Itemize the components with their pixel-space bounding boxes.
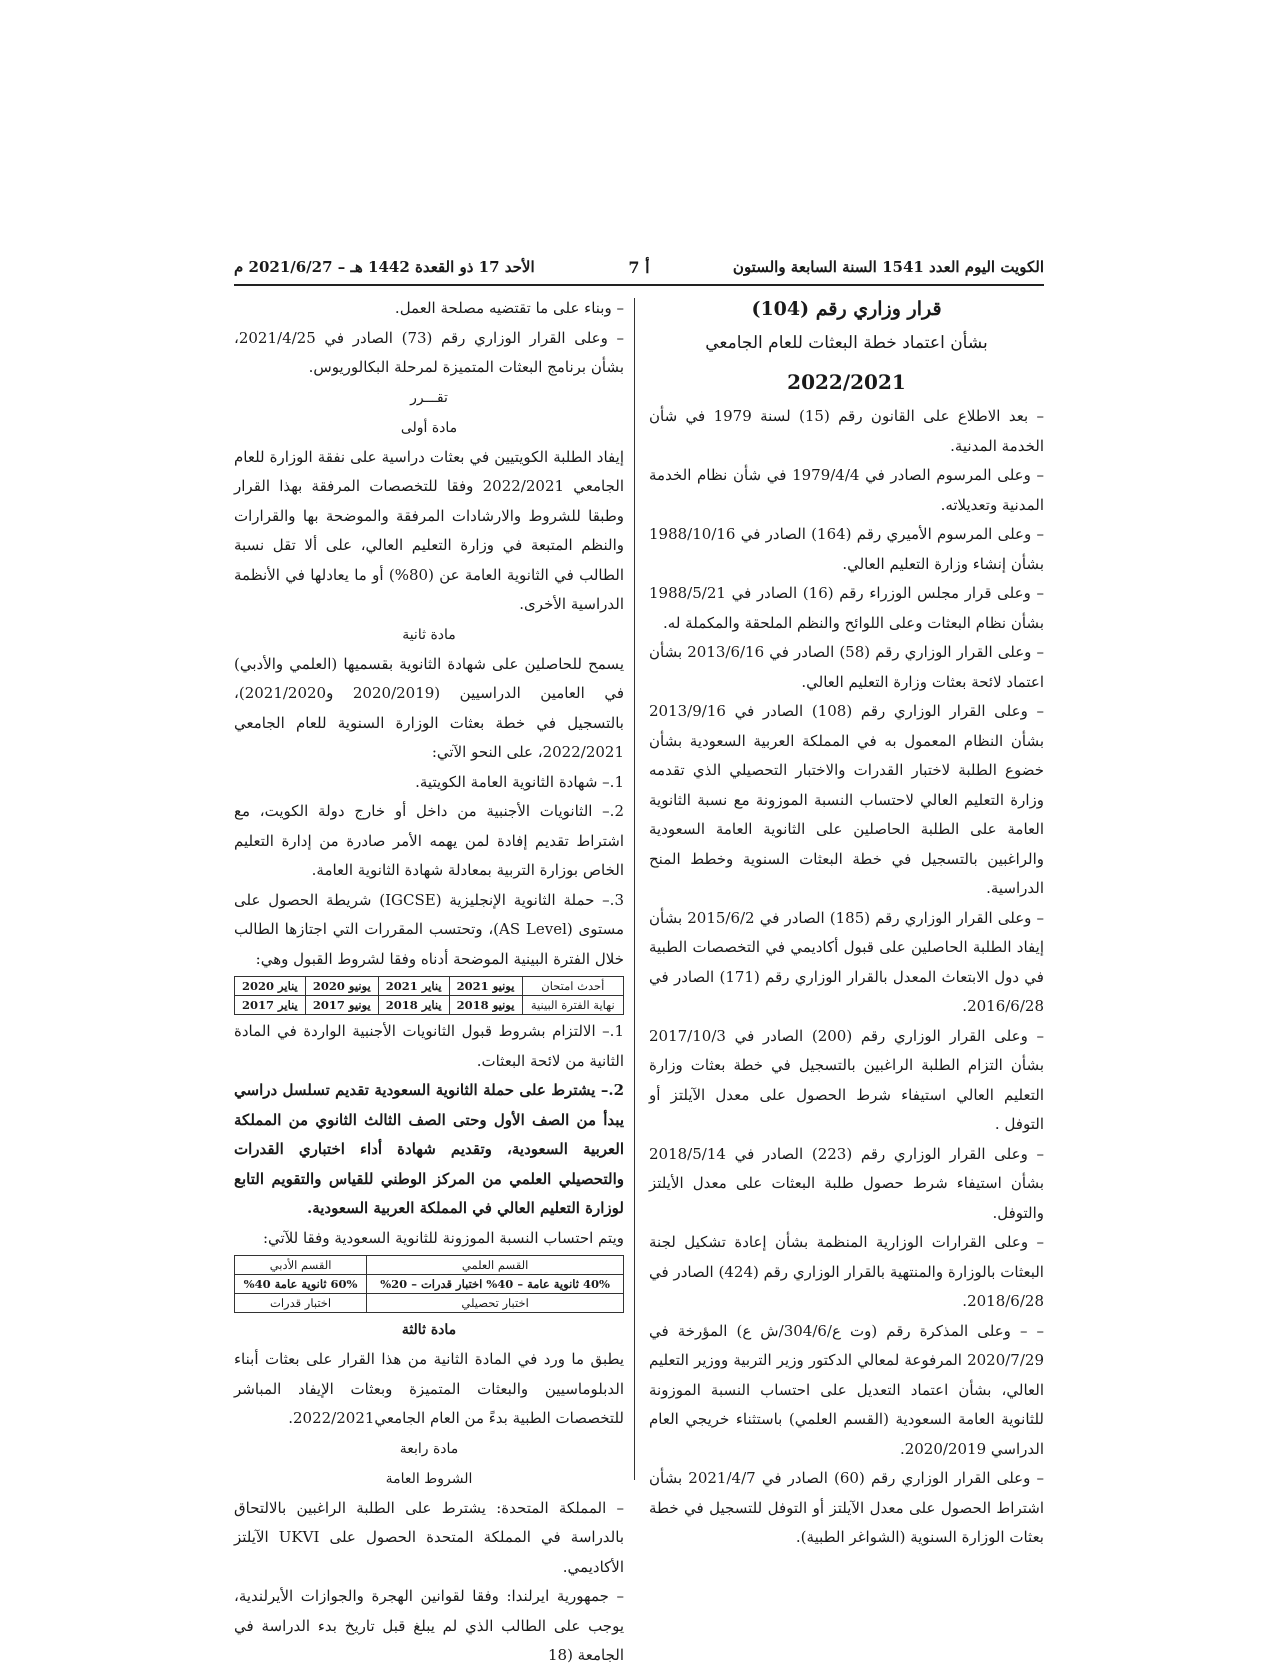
article-3-text: يطبق ما ورد في المادة الثانية من هذا القرار على بعثات أبناء الدبلوماسيين والبعثات المتميزة وبعثات الإيفاد المباشر للتخصصات الطبية بدءً من العام الجامعي2022/2021.: [234, 1350, 624, 1427]
header-page-number: أ 7: [628, 258, 650, 277]
article-2-label: مادة ثانية: [402, 626, 456, 643]
decision-label: تقـــرر: [410, 389, 448, 406]
article-2-item: 3.– حملة الثانوية الإنجليزية (IGCSE) شريطة الحصول على مستوى (AS Level)، وتحتسب المقررات التي اجتازها الطالب خلال الفترة البينية الموضحة أدناه وفقا لشروط القبول وهي:: [234, 890, 624, 968]
article-2-item: 1.– شهادة الثانوية العامة الكويتية.: [415, 772, 624, 791]
article-3-label: مادة ثالثة: [401, 1322, 457, 1338]
header-date: الأحد 17 ذو القعدة 1442 هـ – 2021/6/27 م: [234, 258, 535, 276]
table-cell: نهاية الفترة البينية: [522, 996, 623, 1015]
table-cell: اختبار تحصيلي: [367, 1294, 624, 1313]
recital-paragraph: – وعلى القرار الوزاري رقم (223) الصادر في 2018/5/14 بشأن استيفاء شرط حصول طلبة البعثات على معدل الأيلتز والتوفل.: [649, 1144, 1044, 1222]
table-cell: يناير 2017: [235, 996, 306, 1015]
article-2-item: 2.– الثانويات الأجنبية من داخل أو خارج دولة الكويت، مع اشتراط تقديم إفادة لمن يهمه الأمر صادرة من إدارة التعليم الخاص بوزارة التربية بمعادلة شهادة الثانوية العامة.: [234, 802, 624, 879]
article-1-label: مادة أولى: [400, 419, 458, 436]
column-divider: [634, 298, 635, 1480]
table-cell: يناير 2018: [378, 996, 449, 1015]
decision-subtitle: بشأن اعتماد خطة البعثات للعام الجامعي: [705, 333, 988, 353]
recital-paragraph: – وعلى القرارات الوزارية المنظمة بشأن إعادة تشكيل لجنة البعثات بالوزارة والمنتهية بالقرار الوزاري رقم (424) الصادر في 2018/6/28.: [649, 1233, 1044, 1310]
table-header-row: [235, 1256, 624, 1275]
recital-paragraph: – وعلى القرار الوزاري رقم (73) الصادر في 2021/4/25، بشأن برنامج البعثات المتميزة لمرحلة البكالوريوس.: [234, 328, 624, 376]
recital-paragraph: – وعلى القرار الوزاري رقم (185) الصادر في 2015/6/2 بشأن إيفاد الطلبة الحاصلين على قبول أكاديمي في التخصصات الطبية في دول الابتعاث المعدل بالقرار الوزاري رقم (171) الصادر في 2016/6/28.: [649, 908, 1044, 1015]
table-cell: 40% ثانوية عامة – 40% اختبار قدرات – 20%: [367, 1275, 624, 1294]
decision-year: 2022/2021: [787, 370, 906, 394]
table-cell: يونيو 2018: [449, 996, 522, 1015]
condition-item: – المملكة المتحدة: يشترط على الطلبة الراغبين بالالتحاق بالدراسة في المملكة المتحدة الحصول على UKVI الآيلتز الأكاديمي.: [234, 1498, 625, 1576]
header-gazette-info: الكويت اليوم العدد 1541 السنة السابعة والستون: [732, 258, 1044, 276]
table-row: [235, 1294, 624, 1313]
recital-paragraph: – وبناء على ما تقتضيه مصلحة العمل.: [394, 299, 624, 317]
table-row: [235, 1275, 624, 1294]
table-row: [235, 977, 624, 996]
header-rule: [234, 284, 1044, 286]
table-cell: يونيو 2020: [305, 977, 378, 996]
table-cell: اختبار قدرات: [235, 1294, 367, 1313]
recital-paragraph: – وعلى المرسوم الصادر في 1979/4/4 في شأن نظام الخدمة المدنية وتعديلاته.: [649, 466, 1044, 514]
table-header-cell: القسم الأدبي: [235, 1256, 367, 1275]
table-header-cell: القسم العلمي: [367, 1256, 624, 1275]
recital-paragraph: – وعلى القرار الوزاري رقم (200) الصادر في 2017/10/3 بشأن التزام الطلبة الراغبين بالتسجيل في خطة بعثات وزارة التعليم العالي استيفاء شرط الحصول على معدل الآيلتز أو التوفل .: [649, 1026, 1044, 1133]
table-cell: يونيو 2017: [305, 996, 378, 1015]
table-cell: أحدث امتحان: [522, 977, 623, 996]
recital-paragraph: – بعد الاطلاع على القانون رقم (15) لسنة 1979 في شأن الخدمة المدنية.: [649, 407, 1044, 455]
table-cell: يونيو 2021: [449, 977, 522, 996]
recital-paragraph: – وعلى القرار الوزاري رقم (60) الصادر في 2021/4/7 بشأن اشتراط الحصول على معدل الآيلتز أو التوفل للتسجيل في خطة بعثات الوزارة السنوية (الشواغر الطبية).: [649, 1469, 1044, 1546]
recital-paragraph: – – وعلى المذكرة رقم (وت ع/304/6/ش ع) المؤرخة في 2020/7/29 المرفوعة لمعالي الدكتور وزير التربية ووزير التعليم العالي، بشأن اعتماد التعديل على احتساب النسبة الموزونة للثانوية العامة السعودية (القسم العلمي) باستثناء خريجي العام الدراسي 2020/2019.: [649, 1321, 1044, 1458]
table-cell: 60% ثانوية عامة 40%: [235, 1275, 367, 1294]
general-conditions-label: الشروط العامة: [385, 1470, 473, 1487]
right-column: [649, 294, 1044, 1553]
article-4-label: مادة رابعة: [399, 1440, 459, 1457]
article-2-text: يسمح للحاصلين على شهادة الثانوية بقسميها (العلمي والأدبي) في العامين الدراسيين (2020/2019 و2021/2020)، بالتسجيل في خطة بعثات الوزارة السنوية للعام الجامعي 2022/2021، على النحو الآتي:: [234, 654, 624, 761]
table-cell: يناير 2020: [235, 977, 306, 996]
page-header: [234, 256, 1044, 282]
condition-item: 1.– الالتزام بشروط قبول الثانويات الأجنبية الواردة في المادة الثانية من لائحة البعثات.: [234, 1022, 624, 1070]
decision-title: قرار وزاري رقم (104): [751, 298, 942, 320]
recital-paragraph: – وعلى القرار الوزاري رقم (108) الصادر في 2013/9/16 بشأن النظام المعمول به في المملكة العربية السعودية بشأن خضوع الطلبة لاختبار القدرات والاختبار التحصيلي الذي تقدمه وزارة التعليم العالي لاحتساب النسبة الموزونة مع نسبة الثانوية العامة على الطلبة الحاصلين على الثانوية العامة السعودية والراغبين بالتسجيل في خطة البعثات السنوية وخطط المنح الدراسية.: [649, 702, 1044, 897]
condition-item: – جمهورية ايرلندا: وفقا لقوانين الهجرة والجوازات الأيرلندية، يوجب على الطالب الذي لم يبلغ قبل تاريخ بدء الدراسة في الجامعة (18: [234, 1587, 624, 1664]
weighted-ratio-table: [234, 1255, 624, 1313]
exam-period-table: [234, 976, 624, 1015]
recital-paragraph: – وعلى قرار مجلس الوزراء رقم (16) الصادر في 1988/5/21 بشأن نظام البعثات وعلى اللوائح والنظم الملحقة والمكملة له.: [649, 584, 1044, 632]
table-cell: يناير 2021: [378, 977, 449, 996]
article-1-text: إيفاد الطلبة الكويتيين في بعثات دراسية على نفقة الوزارة للعام الجامعي 2022/2021 وفقا للتخصصات المرفقة بهذا القرار وطبقا للشروط والارشادات المرفقة والموضحة بها والقرارات والنظم المتبعة في وزارة التعليم العالي، على ألا تقل نسبة الطالب في الثانوية العامة عن (80%) أو ما يعادلها في الأنظمة الدراسية الأخرى.: [234, 447, 624, 613]
recital-paragraph: – وعلى القرار الوزاري رقم (58) الصادر في 2013/6/16 بشأن اعتماد لائحة بعثات وزارة التعليم العالي.: [649, 643, 1044, 691]
table-row: [235, 996, 624, 1015]
recital-paragraph: – وعلى المرسوم الأميري رقم (164) الصادر في 1988/10/16 بشأن إنشاء وزارة التعليم العالي.: [649, 525, 1044, 573]
weighted-ratio-caption: ويتم احتساب النسبة الموزونة للثانوية السعودية وفقا للآتي:: [262, 1228, 624, 1247]
left-column: [234, 294, 624, 1671]
condition-item: 2.– يشترط على حملة الثانوية السعودية تقديم تسلسل دراسي يبدأ من الصف الأول وحتى الصف الثالث الثانوي من المملكة العربية السعودية، وتقديم شهادة أداء اختباري القدرات والتحصيلي العلمي من المركز الوطني للقياس والتقويم التابع لوزارة التعليم العالي في المملكة العربية السعودية.: [234, 1081, 624, 1217]
